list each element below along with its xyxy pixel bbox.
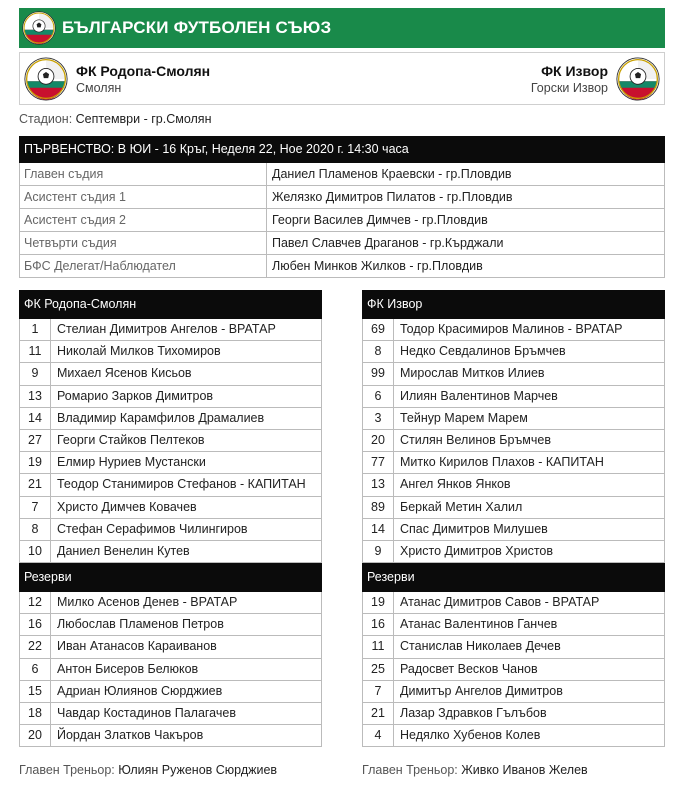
player-row [19,319,322,341]
player-row [362,408,665,430]
player-number: 10 [20,541,51,562]
stadium-info [19,112,211,126]
player-name: Георги Стайков Пелтеков [57,432,205,447]
player-name: Беркай Метин Халил [400,499,523,514]
player-row [19,681,322,703]
player-name: Митко Кирилов Плахов - КАПИТАН [400,455,604,470]
player-name: Чавдар Костадинов Палагачев [57,706,236,720]
player-number: 18 [20,703,51,724]
player-number: 27 [20,430,51,451]
official-name: Павел Славчев Драганов - гр.Кърджали [272,236,504,250]
player-name: Недялко Хубенов Колев [400,728,541,743]
player-row [362,725,665,747]
player-number: 19 [20,452,51,473]
player-number: 89 [363,497,394,518]
player-row [362,363,665,385]
stadium-value: Септември - гр.Смолян [75,112,212,126]
home-team-city: Смолян [76,81,122,95]
player-number: 9 [363,541,394,562]
player-number: 22 [20,636,51,657]
match-info-label: ПЪРВЕНСТВО: [24,142,115,156]
player-number: 21 [20,474,51,495]
player-number: 77 [363,452,394,473]
player-number: 13 [363,474,394,495]
away-coach [362,763,588,777]
player-name: Стефан Серафимов Чилингиров [57,521,248,536]
player-row [19,363,322,385]
player-number: 19 [363,592,394,613]
player-number: 6 [20,659,51,680]
player-name: Антон Бисеров Белюков [57,661,199,676]
player-name: Иван Атанасов Караиванов [57,639,217,654]
player-row [19,703,322,725]
player-number: 99 [363,363,394,384]
federation-title: БЪЛГАРСКИ ФУТБОЛЕН СЪЮЗ [62,18,332,37]
player-row [362,703,665,725]
player-name: Димитър Ангелов Димитров [400,683,563,698]
player-row [362,659,665,681]
away-team-city: Горски Извор [530,81,608,95]
player-row [362,497,665,519]
player-row [19,497,322,519]
official-role: Четвърти съдия [20,232,267,254]
player-name: Йордан Златков Чакъров [57,728,204,743]
player-number: 12 [20,592,51,613]
player-row [19,659,322,681]
official-name: Желязко Димитров Пилатов - гр.Пловдив [272,190,513,204]
player-number: 21 [363,703,394,724]
player-row [362,341,665,363]
home-lineup [19,290,322,747]
bfs-emblem-icon [22,11,56,45]
home-team-emblem-icon [24,57,68,101]
player-row [19,430,322,452]
home-team [24,57,210,101]
home-coach-label: Главен Треньор: [19,763,115,777]
official-role: Главен съдия [20,163,267,185]
player-number: 7 [20,497,51,518]
player-row [362,614,665,636]
player-name: Даниел Венелин Кутев [57,543,190,558]
player-row [19,408,322,430]
player-name: Михаел Ясенов Кисьов [57,366,192,381]
player-name: Стилян Велинов Бръмчев [400,432,551,447]
player-row [19,614,322,636]
player-number: 6 [363,386,394,407]
player-row [19,386,322,408]
player-number: 3 [363,408,394,429]
player-row [362,592,665,614]
player-name: Илиян Валентинов Марчев [400,388,558,403]
player-row [362,681,665,703]
player-row [362,452,665,474]
player-number: 8 [363,341,394,362]
player-number: 25 [363,659,394,680]
player-name: Милко Асенов Денев - ВРАТАР [57,595,238,610]
player-row [19,341,322,363]
official-row [19,186,665,209]
player-name: Станислав Николаев Дечев [400,639,561,654]
player-row [362,474,665,496]
home-subs-title: Резерви [19,563,322,592]
player-number: 14 [20,408,51,429]
player-row [19,636,322,658]
away-team-emblem-icon [616,57,660,101]
official-role: БФС Делегат/Наблюдател [20,255,267,277]
player-row [362,519,665,541]
player-name: Христо Димитров Христов [400,543,553,558]
player-number: 4 [363,725,394,746]
teams-panel [19,52,665,105]
player-row [19,474,322,496]
player-name: Тейнур Марем Марем [400,410,528,425]
player-number: 9 [20,363,51,384]
player-name: Адриан Юлиянов Сюрджиев [57,683,223,698]
away-subs-title: Резерви [362,563,665,592]
player-number: 8 [20,519,51,540]
player-row [362,541,665,563]
player-name: Недко Севдалинов Бръмчев [400,344,566,359]
player-number: 16 [20,614,51,635]
player-row [362,430,665,452]
player-name: Атанас Валентинов Ганчев [400,617,558,632]
player-row [19,592,322,614]
player-name: Николай Милков Тихомиров [57,344,221,359]
player-number: 20 [20,725,51,746]
player-row [362,319,665,341]
player-number: 16 [363,614,394,635]
player-name: Ангел Янков Янков [400,477,511,492]
player-name: Владимир Карамфилов Драмалиев [57,410,265,425]
official-name: Георги Василев Димчев - гр.Пловдив [272,213,488,227]
official-row [19,255,665,278]
player-name: Христо Димчев Ковачев [57,499,197,514]
away-coach-name: Живко Иванов Желев [461,763,588,777]
player-name: Радосвет Весков Чанов [400,661,538,676]
player-name: Стелиан Димитров Ангелов - ВРАТАР [57,322,276,336]
home-team-name: ФК Родопа-Смолян [76,63,211,79]
official-row [19,232,665,255]
player-row [19,519,322,541]
player-name: Елмир Нуриев Мустански [57,455,206,470]
player-name: Любослав Пламенов Петров [57,617,224,632]
player-number: 1 [20,319,51,340]
match-info-value: В ЮИ - 16 Кръг, Неделя 22, Ное 2020 г. 14:30 часа [117,142,409,156]
official-row [19,163,665,186]
away-team [531,57,660,101]
player-row [362,386,665,408]
player-number: 69 [363,319,394,340]
player-number: 13 [20,386,51,407]
home-coach-name: Юлиян Руженов Сюрджиев [118,763,278,777]
player-number: 7 [363,681,394,702]
player-name: Ромарио Зарков Димитров [57,388,214,403]
player-number: 11 [20,341,51,362]
official-row [19,209,665,232]
official-name: Даниел Пламенов Краевски - гр.Пловдив [272,167,512,181]
player-name: Атанас Димитров Савов - ВРАТАР [400,595,600,610]
officials-table [19,136,665,278]
player-row [19,541,322,563]
player-name: Спас Димитров Милушев [400,521,548,536]
player-number: 20 [363,430,394,451]
player-row [362,636,665,658]
home-lineup-title: ФК Родопа-Смолян [19,290,322,319]
player-name: Лазар Здравков Гълъбов [400,706,547,720]
federation-header [19,8,665,48]
home-coach [19,763,277,777]
away-lineup-title: ФК Извор [362,290,665,319]
stadium-label: Стадион: [19,112,73,126]
player-row [19,452,322,474]
player-number: 15 [20,681,51,702]
official-role: Асистент съдия 1 [20,186,267,208]
away-lineup [362,290,665,747]
player-name: Мирослав Митков Илиев [400,366,545,381]
match-info-bar [19,136,665,163]
away-coach-label: Главен Треньор: [362,763,458,777]
official-role: Асистент съдия 2 [20,209,267,231]
player-row [19,725,322,747]
away-team-name: ФК Извор [541,63,608,79]
player-name: Теодор Станимиров Стефанов - КАПИТАН [57,477,306,492]
official-name: Любен Минков Жилков - гр.Пловдив [272,259,483,273]
player-number: 11 [363,636,394,657]
player-name: Тодор Красимиров Малинов - ВРАТАР [400,322,623,336]
player-number: 14 [363,519,394,540]
